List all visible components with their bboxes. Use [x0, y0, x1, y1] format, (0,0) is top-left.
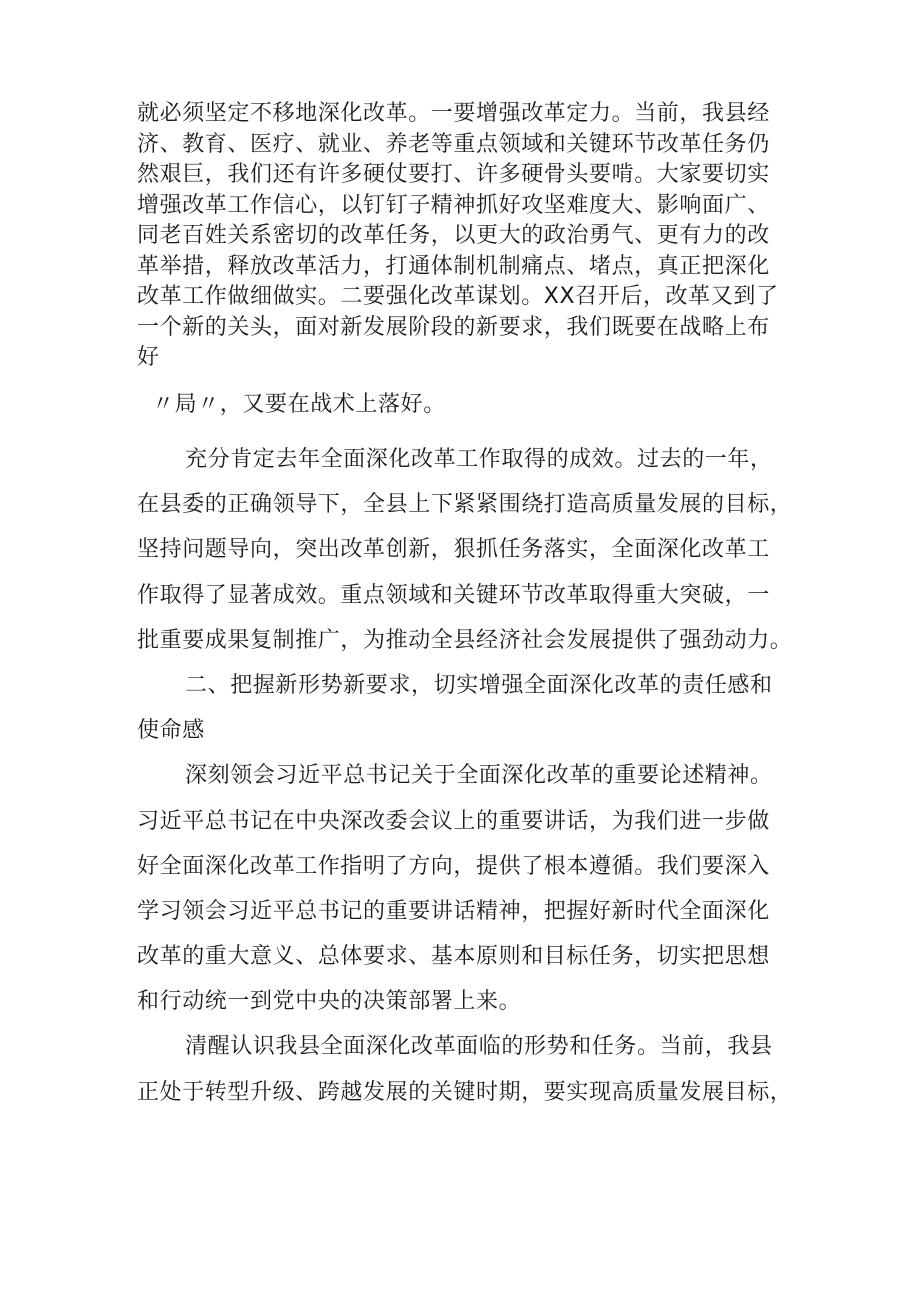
paragraph-3-line: 正处于转型升级、跨越发展的关键时期，要实现高质量发展目标，: [137, 1079, 793, 1105]
text-line: 然艰巨，我们还有许多硬仗要打、许多硬骨头要啃。大家要切实: [137, 162, 770, 187]
paragraph-1-line: 作取得了显著成效。重点领域和关键环节改革取得重大突破，一: [137, 582, 770, 608]
text-line: 就必须坚定不移地深化改革。一要增强改革定力。当前，我县经: [137, 101, 770, 126]
text-line: 增强改革工作信心，以钉钉子精神抓好攻坚难度大、影响面广、: [137, 192, 770, 218]
text-line: 革举措，释放改革活力，打通体制机制痛点、堵点，真正把深化: [137, 253, 770, 279]
text-line: 好: [137, 345, 160, 370]
paragraph-1-line: 在县委的正确领导下，全县上下紧紧围绕打造高质量发展的目标，: [137, 492, 793, 518]
paragraph-1-line: 坚持问题导向，突出改革创新，狠抓任务落实，全面深化改革工: [137, 537, 770, 563]
section-heading-line: 二、把握新形势新要求，切实增强全面深化改革的责任感和: [185, 672, 773, 698]
paragraph-top: [137, 99, 797, 374]
text-line: 济、教育、医疗、就业、养老等重点领域和关键环节改革任务仍: [137, 131, 770, 157]
paragraph-1-line: 充分肯定去年全面深化改革工作取得的成效。过去的一年，: [185, 447, 773, 472]
paragraph-1-line: 批重要成果复制推广，为推动全县经济社会发展提供了强劲动力。: [137, 627, 793, 653]
paragraph-2-line: 和行动统一到党中央的决策部署上来。: [137, 989, 522, 1015]
section-heading-line: 使命感: [137, 718, 205, 744]
quote-line: 〃局〃，又要在战术上落好。: [152, 392, 446, 417]
paragraph-3-line: 清醒认识我县全面深化改革面临的形势和任务。当前，我县: [185, 1034, 773, 1060]
text-line: 一个新的关头，面对新发展阶段的新要求，我们既要在战略上布: [137, 314, 770, 340]
paragraph-2-line: 学习领会习近平总书记的重要讲话精神，把握好新时代全面深化: [137, 898, 770, 924]
paragraph-2-line: 习近平总书记在中央深改委会议上的重要讲话，为我们进一步做: [137, 808, 770, 834]
text-line: 改革工作做细做实。二要强化改革谋划。XX召开后，改革又到了: [137, 284, 779, 309]
paragraph-2-line: 深刻领会习近平总书记关于全面深化改革的重要论述精神。: [185, 763, 773, 789]
paragraph-2-line: 好全面深化改革工作指明了方向，提供了根本遵循。我们要深入: [137, 853, 770, 879]
paragraph-2-line: 改革的重大意义、总体要求、基本原则和目标任务，切实把思想: [137, 944, 770, 970]
body-text: [137, 437, 837, 1115]
text-line: 同老百姓关系密切的改革任务，以更大的政治勇气、更有力的改: [137, 223, 770, 248]
